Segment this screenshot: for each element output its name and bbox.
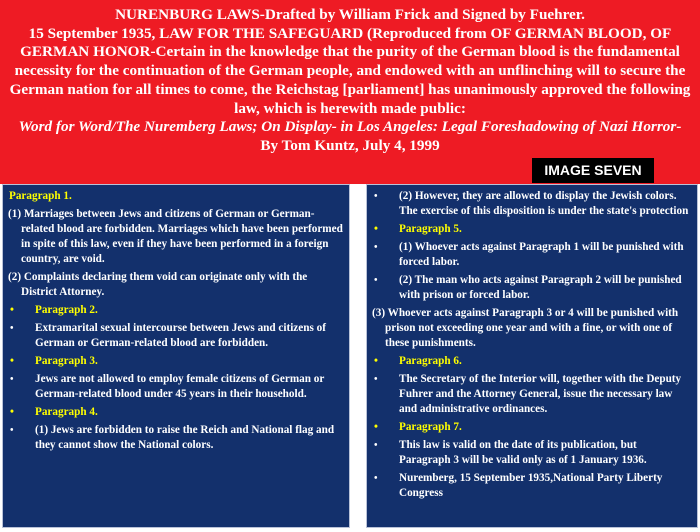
- image-seven-badge: IMAGE SEVEN: [532, 158, 654, 183]
- header-banner: [0, 0, 700, 184]
- right-item-4: • (2) The man who acts against Paragraph 2 will be punished with prison or forced labor.: [371, 273, 691, 303]
- right-item-5: (3) Whoever acts against Paragraph 3 or 4 will be punished with prison not exceeding one year and with a fine, or with one of these punishments.: [372, 307, 679, 349]
- left-item-1: Paragraph 1.: [9, 190, 72, 202]
- right-item-6: • Paragraph 6.: [371, 354, 691, 369]
- left-item-9: • (1) Jews are forbidden to raise the Reich and National flag and they cannot show the National colors.: [7, 423, 343, 453]
- left-item-2: (1) Marriages between Jews and citizens of German or German-related blood are forbidden. Marriages which have been performed in spite of this law, even if they have been performed in a foreign country, are void.: [8, 208, 343, 265]
- right-item-1: • (2) However, they are allowed to display the Jewish colors. The exercise of this disposition is under the state's protection: [371, 189, 691, 219]
- right-item-9: • This law is valid on the date of its publication, but Paragraph 3 will be valid only as of 1 January 1936.: [371, 438, 691, 468]
- left-item-4: • Paragraph 2.: [7, 303, 343, 318]
- right-item-2: • Paragraph 5.: [371, 222, 691, 237]
- left-item-3: (2) Complaints declaring them void can originate only with the District Attorney.: [8, 271, 308, 298]
- right-item-3: • (1) Whoever acts against Paragraph 1 will be punished with forced labor.: [371, 240, 691, 270]
- right-item-8: • Paragraph 7.: [371, 420, 691, 435]
- right-item-10: • Nuremberg, 15 September 1935,National Party Liberty Congress: [371, 471, 691, 501]
- source-byline: - By Tom Kuntz, July 4, 1999: [260, 118, 682, 154]
- right-item-7: • The Secretary of the Interior will, together with the Deputy Fuhrer and the Attorney General, issue the necessary law and administrative ordinances.: [371, 372, 691, 417]
- left-text-panel: [2, 184, 350, 528]
- left-item-6: • Paragraph 3.: [7, 354, 343, 369]
- header-body: 15 September 1935, LAW FOR THE SAFEGUARD (Reproduced from OF GERMAN BLOOD, OF GERMAN HONOR-Certain in the knowledge that the purity of the German blood is the fundamental necessity for the continuation of the German people, and endowed with an unflinching will to secure the German nation for all times to come, the Reichstag [parliament] has unanimously approved the following law, which is herewith made public:: [9, 24, 691, 117]
- source-title: Word for Word/The Nuremberg Laws; On Display- in Los Angeles: Legal Foreshadowing of Nazi Horror: [18, 118, 677, 136]
- left-item-5: • Extramarital sexual intercourse between Jews and citizens of German or German-related blood are forbidden.: [7, 321, 343, 351]
- left-item-7: • Jews are not allowed to employ female citizens of German or German-related blood under 45 years in their household.: [7, 372, 343, 402]
- header-text: [0, 0, 700, 156]
- left-item-8: • Paragraph 4.: [7, 405, 343, 420]
- right-text-panel: [366, 184, 698, 528]
- header-title-line: NURENBURG LAWS-Drafted by William Frick and Signed by Fuehrer.: [115, 6, 585, 23]
